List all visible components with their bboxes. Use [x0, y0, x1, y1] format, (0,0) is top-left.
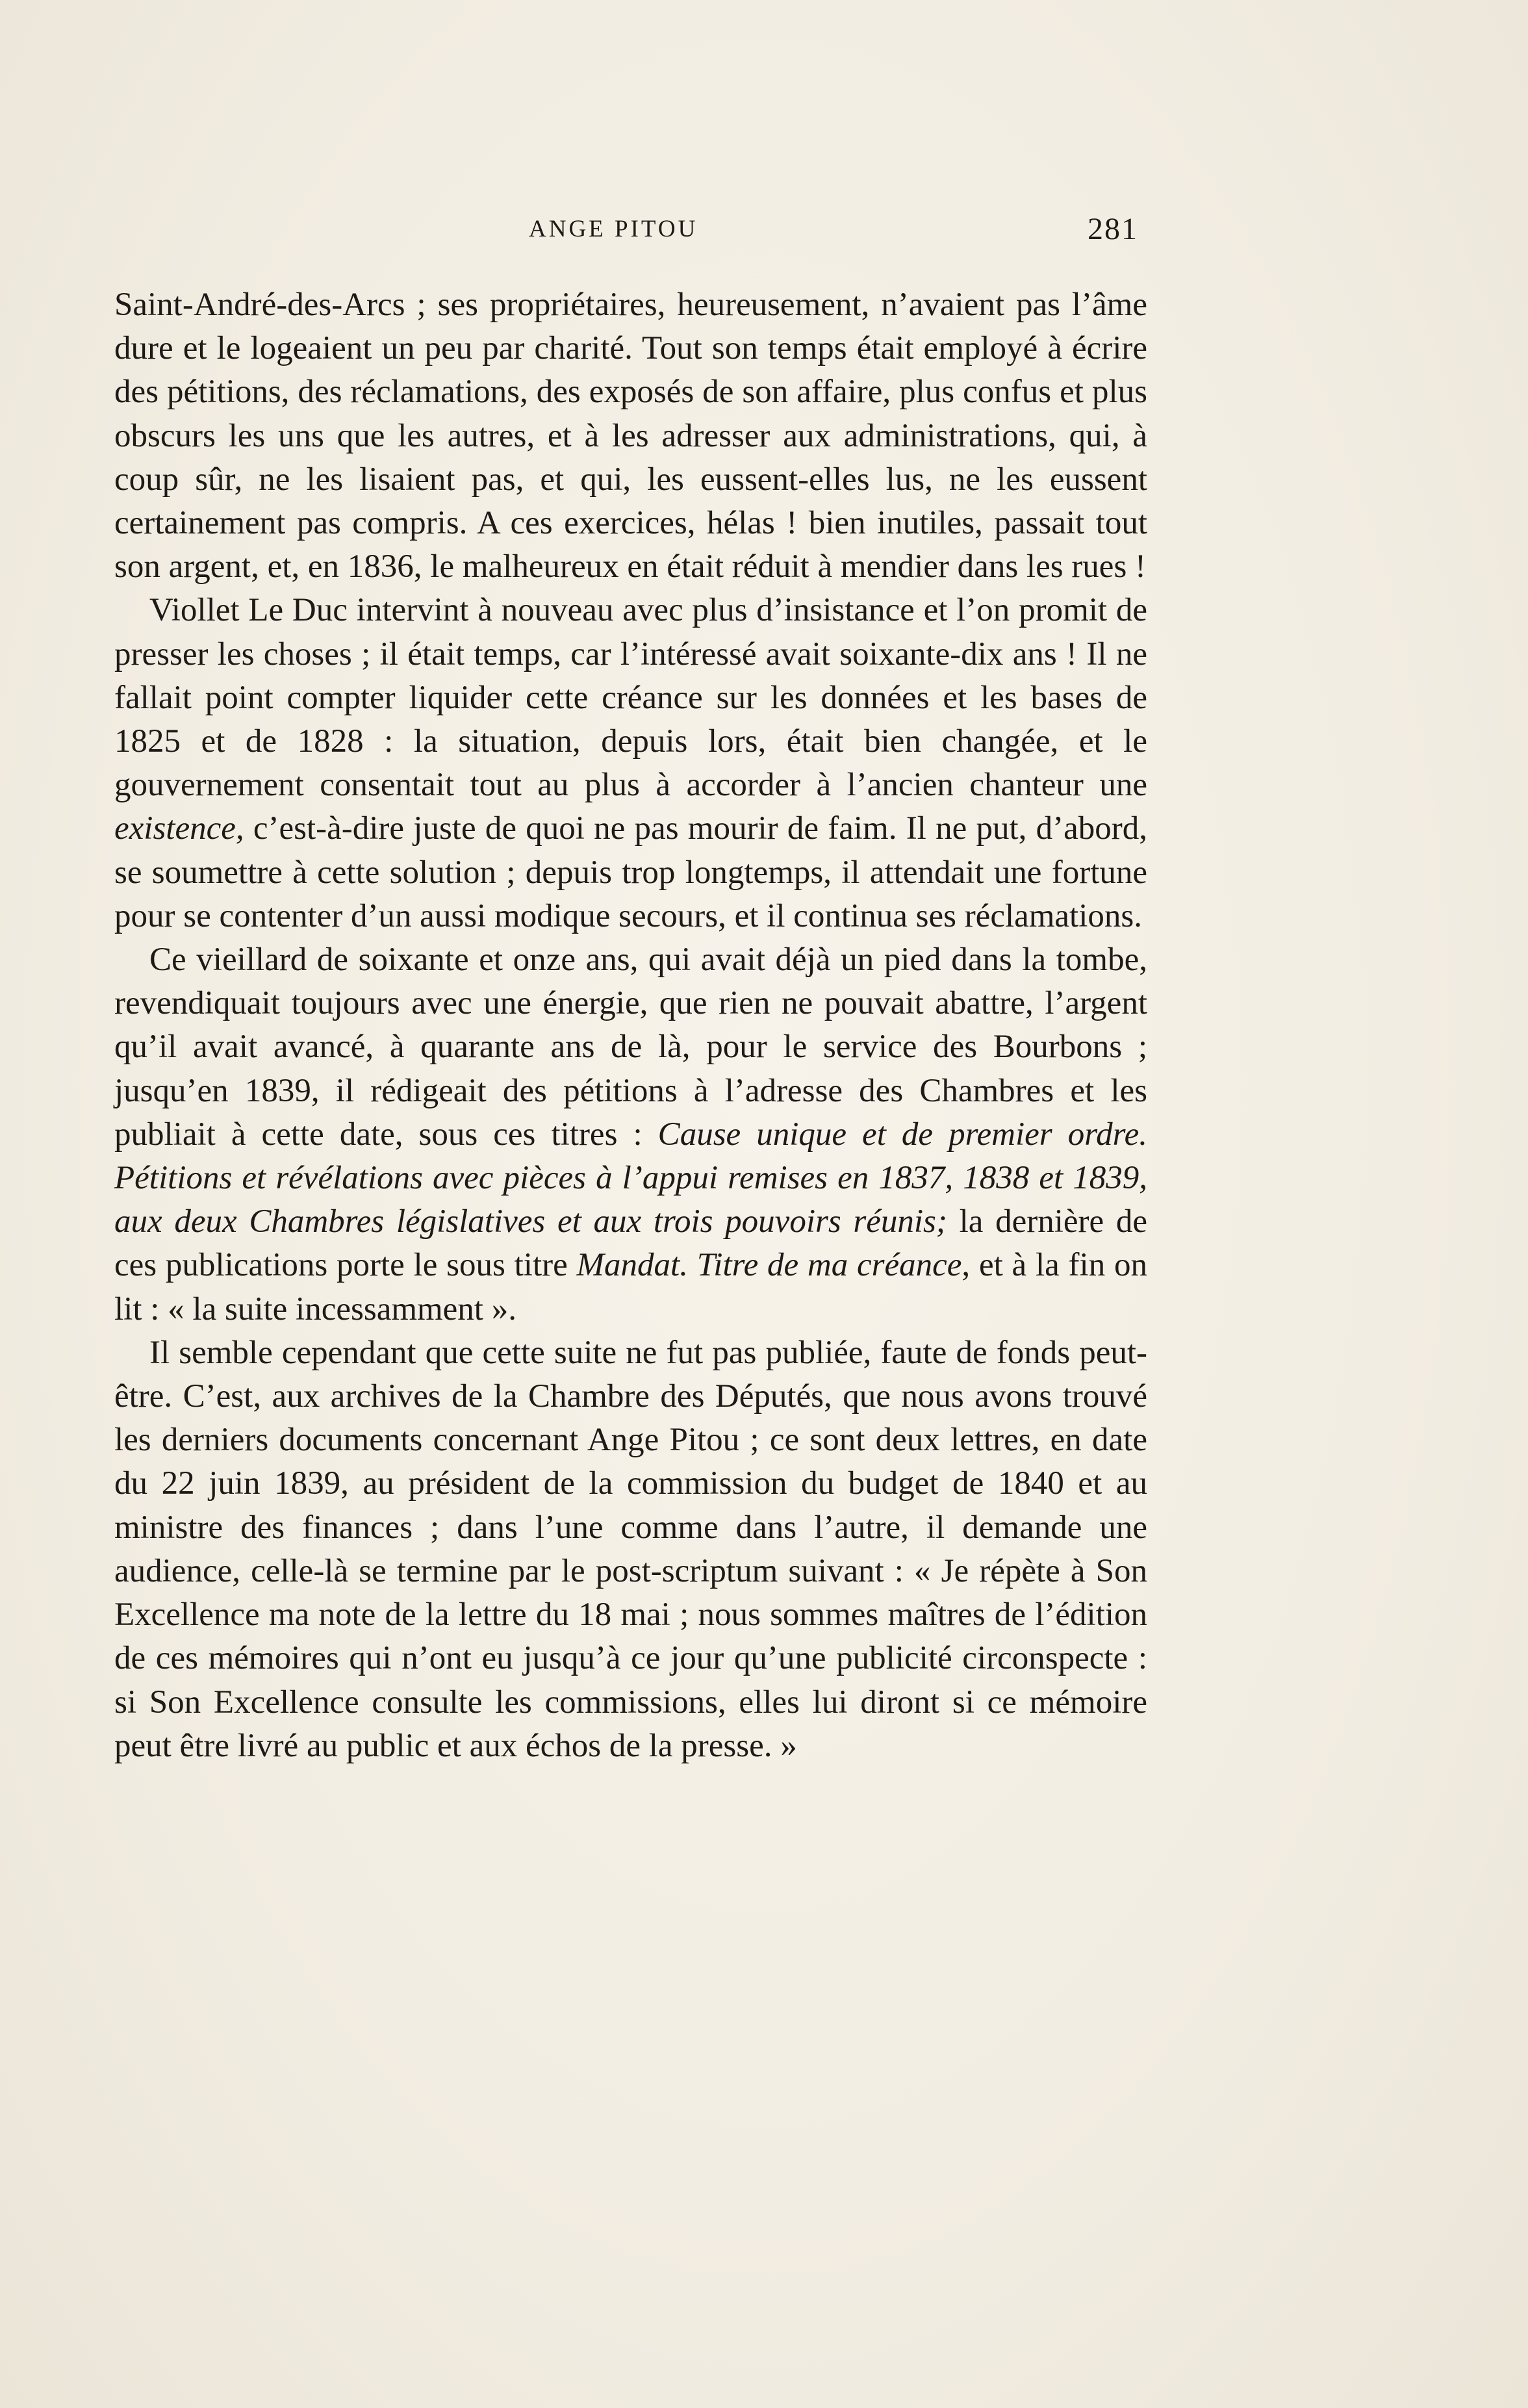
paragraph-3-text-b: la dernière de ces publications porte le sous titre: [114, 1203, 1147, 1284]
paragraph-3-text-a: Ce vieillard de soixante et onze ans, qui avait déjà un pied dans la tombe, revendiquait toujours avec une énergie, que rien ne pouvait abattre, l’argent qu’il avait avancé, à quarante ans de là, pour le service des Bourbons ; jusqu’en 1839, il rédigeait des pétitions à l’adresse des Chambres et les publiait à cette date, sous ces titres :: [114, 941, 1147, 1153]
paragraph-4-text: Il semble cependant que cette suite ne fut pas publiée, faute de fonds peut-être. C’est, aux archives de la Chambre des Députés, que nous avons trouvé les derniers documents concernant Ange Pitou ; ce sont deux lettres, en date du 22 juin 1839, au président de la commission du budget de 1840 et au ministre des finances ; dans l’une comme dans l’autre, il demande une audience, celle-là se termine par le post-scriptum suivant : « Je répète à Son Excellence ma note de la lettre du 18 mai ; nous sommes maîtres de l’édition de ces mémoires qui n’ont eu jusqu’à ce jour qu’une publicité circonspecte : si Son Excellence consulte les commissions, elles lui diront si ce mémoire peut être livré au public et aux échos de la presse. »: [114, 1334, 1147, 1764]
paragraph-3-italic-subtitle: Mandat. Titre de ma créance: [576, 1247, 962, 1284]
paragraph-3-text-c: , et à la fin on lit : « la suite incessamment ».: [114, 1247, 1147, 1327]
paragraph-1: [114, 283, 1147, 589]
paragraph-4: [114, 1331, 1147, 1768]
paragraph-3: [114, 938, 1147, 1331]
running-header: [114, 211, 1147, 250]
page-number: 281: [1088, 212, 1138, 246]
paragraph-3-italic-title: Cause unique et de premier ordre. Pétitions et révélations avec pièces à l’appui remises en 1837, 1838 et 1839, aux deux Chambres législatives et aux trois pouvoirs réunis;: [114, 1116, 1147, 1240]
paragraph-2-text-b: c’est-à-dire juste de quoi ne pas mourir de faim. Il ne put, d’abord, se soumettre à cette solution ; depuis trop longtemps, il attendait une fortune pour se contenter d’un aussi modique secours, et il continua ses réclamations.: [114, 810, 1147, 934]
paragraph-2-text-a: Viollet Le Duc intervint à nouveau avec plus d’insistance et l’on promit de presser les choses ; il était temps, car l’intéressé avait soixante-dix ans ! Il ne fallait point compter liquider cette créance sur les données et les bases de 1825 et de 1828 : la situation, depuis lors, était bien changée, et le gouvernement consentait tout au plus à accorder à l’ancien chanteur une: [114, 592, 1147, 804]
running-title: ANGE PITOU: [529, 216, 698, 242]
paragraph-1-text: Saint-André-des-Arcs ; ses propriétaires, heureusement, n’avaient pas l’âme dure et le logeaient un peu par charité. Tout son temps était employé à écrire des pétitions, des réclamations, des exposés de son affaire, plus confus et plus obscurs les uns que les autres, et à les adresser aux administrations, qui, à coup sûr, ne les lisaient pas, et qui, les eussent-elles lus, ne les eussent certainement pas compris. A ces exercices, hélas ! bien inutiles, passait tout son argent, et, en 1836, le malheureux en était réduit à mendier dans les rues !: [114, 287, 1147, 585]
paragraph-2: [114, 589, 1147, 938]
body-text: [114, 283, 1147, 1768]
paragraph-2-italic-existence: existence,: [114, 810, 244, 847]
